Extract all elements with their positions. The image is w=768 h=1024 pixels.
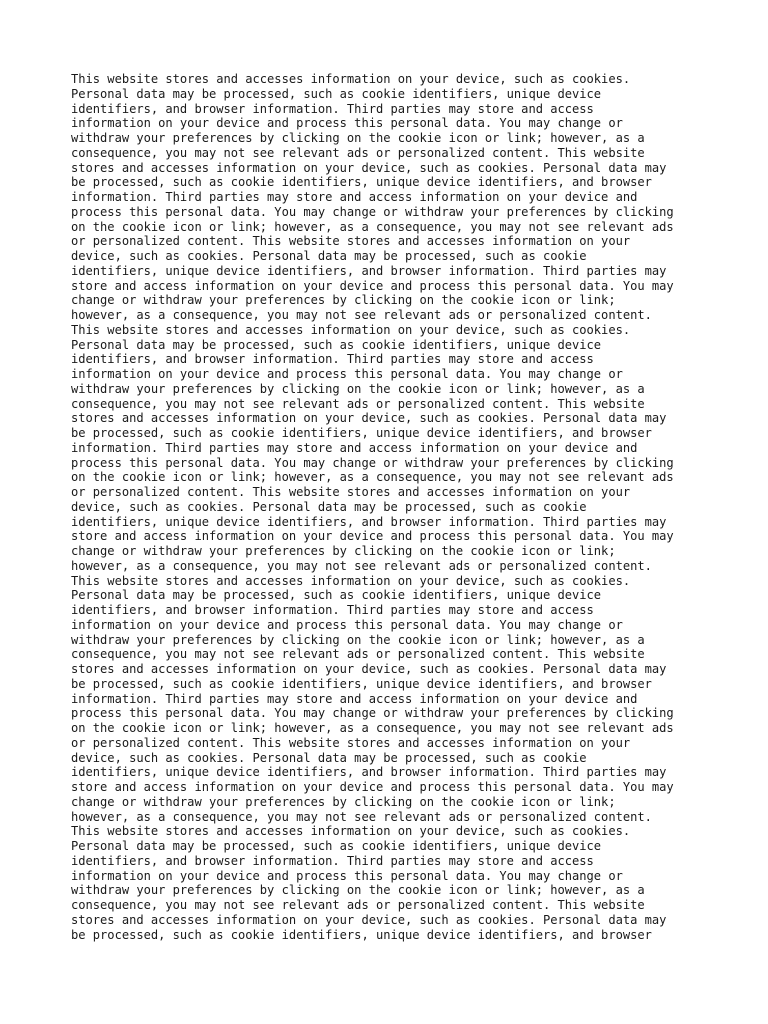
notice-line: withdraw your preferences by clicking on the cookie icon or link; however, as a <box>71 632 645 647</box>
notice-line: information on your device and process this personal data. You may change or <box>71 868 623 883</box>
notice-line: identifiers, and browser information. Third parties may store and access <box>71 101 594 116</box>
notice-line: change or withdraw your preferences by clicking on the cookie icon or link; <box>71 293 616 308</box>
notice-line: be processed, such as cookie identifiers, unique device identifiers, and browser <box>71 676 652 691</box>
notice-line: on the cookie icon or link; however, as a consequence, you may not see relevant ads <box>71 470 674 485</box>
notice-line: process this personal data. You may change or withdraw your preferences by clicking <box>71 706 674 721</box>
notice-line: consequence, you may not see relevant ads or personalized content. This website <box>71 145 645 160</box>
notice-line: This website stores and accesses information on your device, such as cookies. <box>71 573 631 588</box>
notice-line: consequence, you may not see relevant ads or personalized content. This website <box>71 898 645 912</box>
notice-line: This website stores and accesses information on your device, such as cookies. <box>71 824 631 839</box>
notice-line: information on your device and process this personal data. You may change or <box>71 617 623 632</box>
notice-line: store and access information on your device and process this personal data. You may <box>71 278 674 293</box>
notice-line: or personalized content. This website stores and accesses information on your <box>71 735 631 750</box>
notice-line: or personalized content. This website stores and accesses information on your <box>71 234 631 249</box>
notice-line: stores and accesses information on your device, such as cookies. Personal data may <box>71 160 667 175</box>
notice-line: Personal data may be processed, such as cookie identifiers, unique device <box>71 337 602 352</box>
notice-line: withdraw your preferences by clicking on the cookie icon or link; however, as a <box>71 883 645 898</box>
notice-line: Personal data may be processed, such as cookie identifiers, unique device <box>71 588 602 603</box>
notice-line: information. Third parties may store and access information on your device and <box>71 691 638 706</box>
notice-line: identifiers, and browser information. Third parties may store and access <box>71 853 594 868</box>
notice-line: consequence, you may not see relevant ads or personalized content. This website <box>71 647 645 662</box>
notice-line: identifiers, unique device identifiers, and browser information. Third parties may <box>71 263 667 278</box>
notice-line: information on your device and process this personal data. You may change or <box>71 116 623 131</box>
notice-line: consequence, you may not see relevant ads or personalized content. This website <box>71 396 645 411</box>
notice-line: stores and accesses information on your device, such as cookies. Personal data may <box>71 662 667 676</box>
notice-line: on the cookie icon or link; however, as a consequence, you may not see relevant ads <box>71 219 674 234</box>
notice-line: device, such as cookies. Personal data may be processed, such as cookie <box>71 750 587 765</box>
notice-line: information on your device and process this personal data. You may change or <box>71 367 623 381</box>
notice-line: identifiers, unique device identifiers, and browser information. Third parties may <box>71 765 667 780</box>
notice-line: store and access information on your device and process this personal data. You may <box>71 780 674 794</box>
notice-line: identifiers, and browser information. Third parties may store and access <box>71 603 594 617</box>
notice-line: however, as a consequence, you may not see relevant ads or personalized content. <box>71 308 652 322</box>
notice-line: be processed, such as cookie identifiers, unique device identifiers, and browser <box>71 175 652 190</box>
notice-line: identifiers, unique device identifiers, and browser information. Third parties may <box>71 514 667 529</box>
notice-line: withdraw your preferences by clicking on the cookie icon or link; however, as a <box>71 131 645 145</box>
notice-line: Personal data may be processed, such as cookie identifiers, unique device <box>71 86 602 101</box>
notice-line: Personal data may be processed, such as cookie identifiers, unique device <box>71 839 602 853</box>
cookie-notice-text <box>71 72 731 942</box>
notice-line: change or withdraw your preferences by clicking on the cookie icon or link; <box>71 544 616 558</box>
notice-line: be processed, such as cookie identifiers, unique device identifiers, and browser <box>71 927 652 942</box>
notice-line: stores and accesses information on your device, such as cookies. Personal data may <box>71 411 667 426</box>
notice-line: withdraw your preferences by clicking on the cookie icon or link; however, as a <box>71 381 645 396</box>
notice-line: or personalized content. This website stores and accesses information on your <box>71 485 631 499</box>
notice-line: be processed, such as cookie identifiers, unique device identifiers, and browser <box>71 426 652 440</box>
notice-line: however, as a consequence, you may not see relevant ads or personalized content. <box>71 809 652 824</box>
notice-line: process this personal data. You may change or withdraw your preferences by clicking <box>71 455 674 470</box>
notice-line: device, such as cookies. Personal data may be processed, such as cookie <box>71 499 587 514</box>
notice-line: stores and accesses information on your device, such as cookies. Personal data may <box>71 912 667 927</box>
notice-line: however, as a consequence, you may not see relevant ads or personalized content. <box>71 558 652 573</box>
notice-line: information. Third parties may store and access information on your device and <box>71 190 638 204</box>
notice-line: on the cookie icon or link; however, as a consequence, you may not see relevant ads <box>71 721 674 735</box>
notice-line: device, such as cookies. Personal data may be processed, such as cookie <box>71 249 587 263</box>
notice-line: identifiers, and browser information. Third parties may store and access <box>71 352 594 367</box>
notice-line: process this personal data. You may change or withdraw your preferences by clicking <box>71 204 674 219</box>
notice-line: change or withdraw your preferences by clicking on the cookie icon or link; <box>71 794 616 809</box>
notice-line: information. Third parties may store and access information on your device and <box>71 440 638 455</box>
notice-line: This website stores and accesses information on your device, such as cookies. <box>71 72 631 86</box>
notice-line: store and access information on your device and process this personal data. You may <box>71 529 674 544</box>
notice-line: This website stores and accesses information on your device, such as cookies. <box>71 322 631 337</box>
